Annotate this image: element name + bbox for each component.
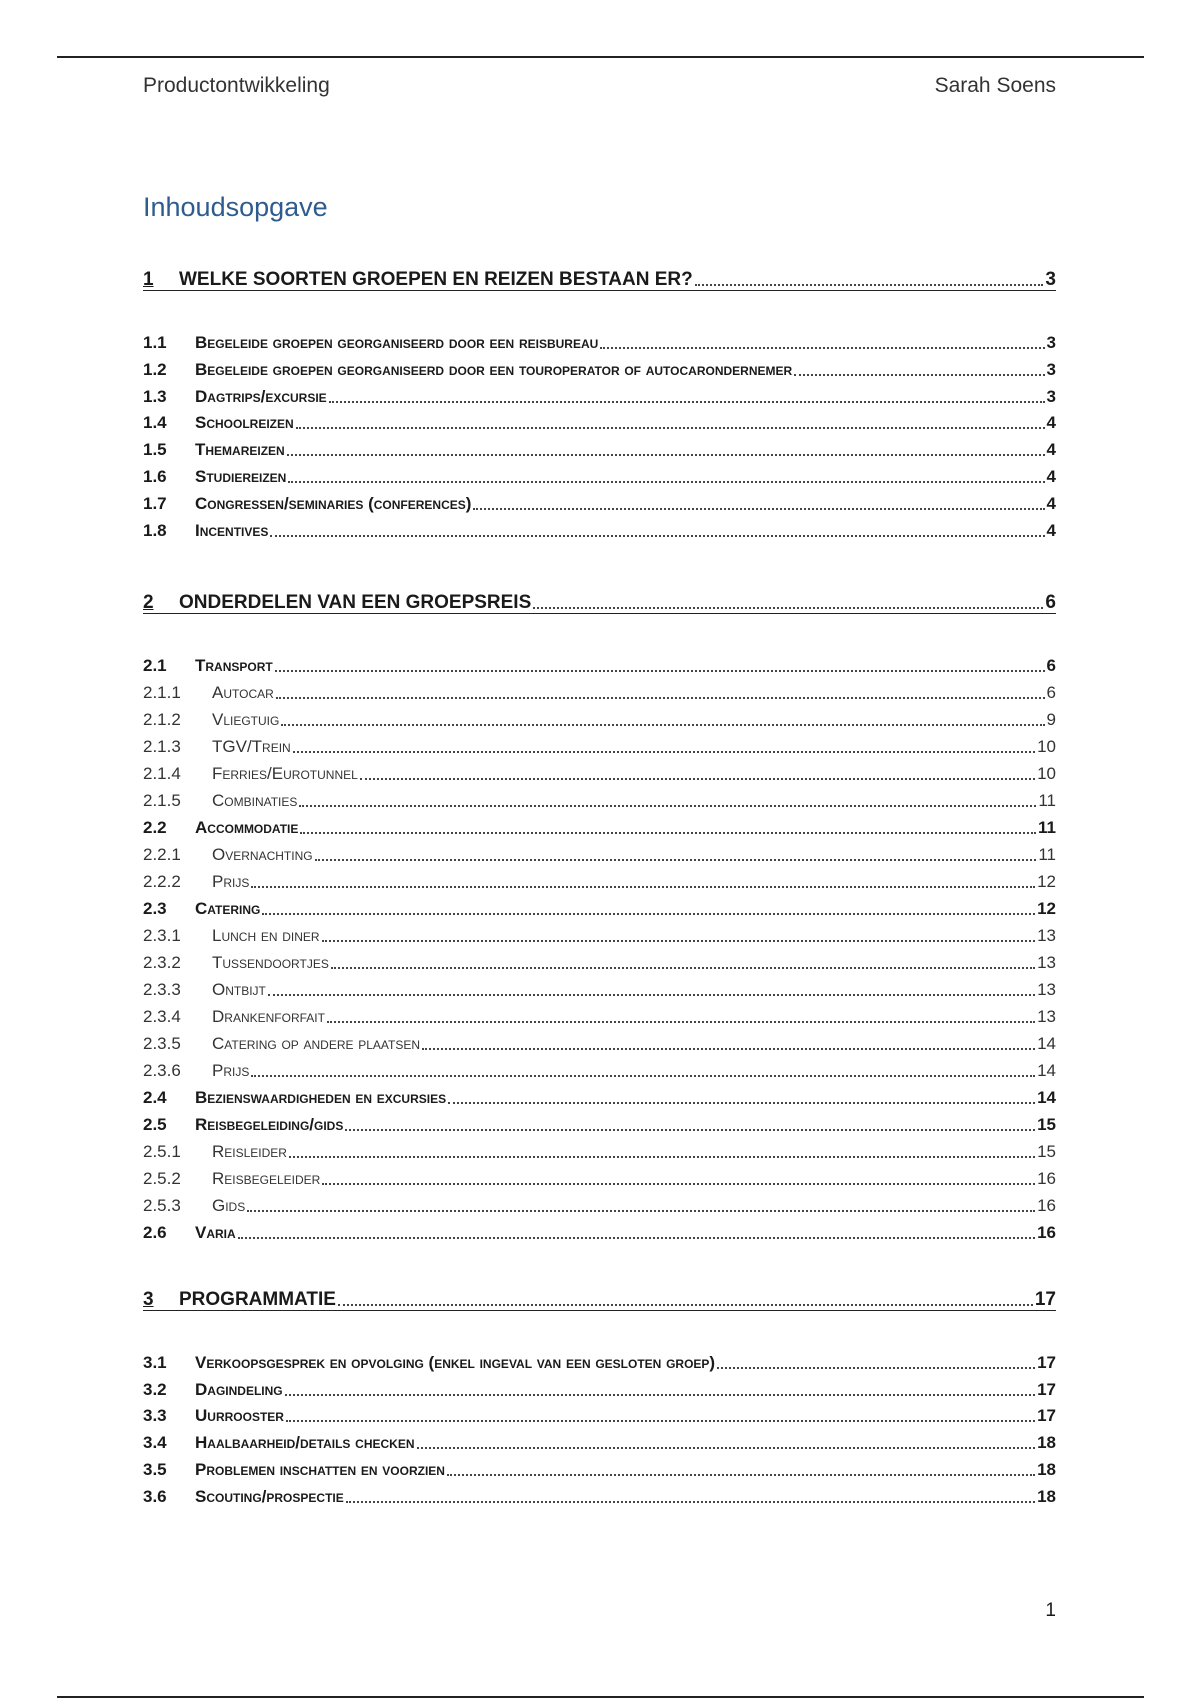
dot-leader: [338, 1304, 1033, 1306]
toc-entry-2[interactable]: [143, 589, 1056, 614]
toc-entry-page: 10: [1037, 737, 1056, 756]
dot-leader: [289, 1156, 1035, 1158]
toc-entry-title: Ontbijt: [212, 980, 266, 999]
toc-entry-number: 1: [143, 269, 154, 290]
toc-entry-number: 2.3.5: [143, 1034, 181, 1053]
dot-leader: [322, 1183, 1035, 1185]
toc-entry-number: 2.2.1: [143, 845, 181, 864]
toc-entry-number: 2.1: [143, 656, 167, 675]
dot-leader: [794, 374, 1044, 376]
dot-leader: [300, 832, 1036, 834]
toc-entry-page: 13: [1037, 1007, 1056, 1026]
dot-leader: [287, 454, 1045, 456]
toc-entry-number: 1.5: [143, 440, 167, 459]
toc-entry-title: Varia: [195, 1223, 236, 1242]
toc-entry-title: Prijs: [212, 872, 250, 891]
toc-entry-page: 16: [1037, 1169, 1056, 1188]
toc-entry-3-1[interactable]: [143, 1349, 1056, 1373]
toc-entry-number: 3.2: [143, 1380, 167, 1399]
dot-leader: [329, 401, 1045, 403]
toc-entry-page: 18: [1037, 1487, 1056, 1506]
toc-entry-1-7[interactable]: [143, 490, 1056, 514]
toc-entry-number: 1.4: [143, 413, 167, 432]
header-author: Sarah Soens: [934, 74, 1056, 97]
toc-entry-number: 2.5: [143, 1115, 167, 1134]
toc-entry-page: 10: [1037, 764, 1056, 783]
toc-entry-title: Uurrooster: [195, 1406, 284, 1425]
toc-entry-title: Overnachting: [212, 845, 313, 864]
header-title: Productontwikkeling: [143, 74, 330, 97]
toc-entry-page: 3: [1045, 269, 1056, 290]
toc-entry-number: 3.4: [143, 1433, 167, 1452]
toc-entry-1-3[interactable]: [143, 383, 1056, 407]
toc-entry-2-3-5[interactable]: [143, 1030, 1056, 1054]
toc-entry-title: Problemen inschatten en voorzien: [195, 1460, 445, 1479]
toc-entry-number: 1.1: [143, 333, 167, 352]
toc-entry-number: 2.6: [143, 1223, 167, 1242]
toc-entry-page: 6: [1046, 683, 1056, 702]
dot-leader: [247, 1210, 1035, 1212]
toc-entry-title: Verkoopsgesprek en opvolging (enkel ingeval van een gesloten groep): [195, 1353, 716, 1372]
toc-entry-title: Reisbegeleiding/gids: [195, 1115, 344, 1134]
toc-entry-title: WELKE SOORTEN GROEPEN EN REIZEN BESTAAN ER?: [179, 269, 693, 290]
toc-entry-page: 4: [1046, 440, 1056, 459]
toc-entry-3-3[interactable]: [143, 1402, 1056, 1426]
dot-leader: [417, 1447, 1036, 1449]
toc-entry-title: ONDERDELEN VAN EEN GROEPSREIS: [179, 592, 532, 613]
toc-entry-page: 3: [1046, 333, 1056, 352]
toc-entry-number: 3.1: [143, 1353, 167, 1372]
toc-entry-2-6[interactable]: [143, 1219, 1056, 1243]
toc-entry-2-2[interactable]: [143, 814, 1056, 838]
header-rule: [57, 56, 1144, 58]
toc-entry-number: 2.3.3: [143, 980, 181, 999]
toc-entry-2-1-3[interactable]: [143, 733, 1056, 757]
toc-entry-title: Schoolreizen: [195, 413, 294, 432]
toc-entry-page: 12: [1037, 899, 1056, 918]
toc-entry-2-1[interactable]: [143, 652, 1056, 676]
toc-entry-page: 17: [1037, 1406, 1056, 1425]
toc-entry-number: 1.7: [143, 494, 167, 513]
toc-entry-3-4[interactable]: [143, 1429, 1056, 1453]
toc-entry-page: 13: [1037, 953, 1056, 972]
toc-entry-page: 16: [1037, 1196, 1056, 1215]
toc-entry-title: Combinaties: [212, 791, 298, 810]
toc-entry-2-2-2[interactable]: [143, 868, 1056, 892]
toc-entry-number: 1.8: [143, 521, 167, 540]
toc-entry-3-6[interactable]: [143, 1483, 1056, 1507]
toc-entry-page: 4: [1046, 467, 1056, 486]
dot-leader: [315, 859, 1037, 861]
toc-entry-number: 2.1.4: [143, 764, 181, 783]
toc-entry-number: 2.1.2: [143, 710, 181, 729]
toc-entry-title: PROGRAMMATIE: [179, 1289, 336, 1310]
toc-entry-1-2[interactable]: [143, 356, 1056, 380]
dot-leader: [533, 607, 1043, 609]
dot-leader: [281, 724, 1044, 726]
dot-leader: [275, 670, 1045, 672]
dot-leader: [288, 481, 1044, 483]
toc-entry-page: 14: [1037, 1088, 1056, 1107]
toc-entry-page: 4: [1046, 521, 1056, 540]
toc-entry-title: Vliegtuig: [212, 710, 280, 729]
toc-entry-title: Catering: [195, 899, 261, 918]
toc-entry-page: 6: [1045, 592, 1056, 613]
dot-leader: [299, 805, 1036, 807]
toc-entry-number: 2.3.4: [143, 1007, 181, 1026]
dot-leader: [473, 508, 1044, 510]
toc-entry-number: 2.2.2: [143, 872, 181, 891]
dot-leader: [285, 1394, 1035, 1396]
toc-entry-number: 2.1.3: [143, 737, 181, 756]
toc-entry-number: 1.2: [143, 360, 167, 379]
toc-entry-title: Autocar: [212, 683, 274, 702]
toc-entry-page: 11: [1038, 791, 1056, 810]
toc-entry-page: 6: [1046, 656, 1056, 675]
toc-entry-number: 3.5: [143, 1460, 167, 1479]
toc-entry-page: 11: [1038, 845, 1056, 864]
toc-entry-number: 3.3: [143, 1406, 167, 1425]
dot-leader: [345, 1129, 1035, 1131]
dot-leader: [327, 1021, 1035, 1023]
toc-entry-title: Incentives: [195, 521, 269, 540]
toc-entry-number: 2.5.1: [143, 1142, 181, 1161]
toc-entry-2-3-1[interactable]: [143, 922, 1056, 946]
toc-entry-number: 2.1.5: [143, 791, 181, 810]
dot-leader: [268, 994, 1035, 996]
dot-leader: [422, 1048, 1035, 1050]
dot-leader: [286, 1420, 1035, 1422]
toc-entry-number: 2: [143, 592, 154, 613]
toc-entry-page: 9: [1046, 710, 1056, 729]
toc-entry-page: 18: [1037, 1460, 1056, 1479]
toc-entry-2-1-4[interactable]: [143, 760, 1056, 784]
toc-entry-page: 17: [1037, 1380, 1056, 1399]
toc-entry-title: Dagindeling: [195, 1380, 283, 1399]
toc-entry-number: 2.1.1: [143, 683, 181, 702]
toc-entry-title: Catering op andere plaatsen: [212, 1034, 421, 1053]
toc-entry-page: 17: [1037, 1353, 1056, 1372]
toc-entry-number: 2.3.6: [143, 1061, 181, 1080]
dot-leader: [296, 427, 1045, 429]
toc-entry-1-4[interactable]: [143, 409, 1056, 433]
toc-entry-page: 15: [1037, 1142, 1056, 1161]
toc-entry-title: Gids: [212, 1196, 246, 1215]
toc-entry-3-2[interactable]: [143, 1376, 1056, 1400]
toc-entry-2-3-2[interactable]: [143, 949, 1056, 973]
toc-entry-number: 1.6: [143, 467, 167, 486]
toc-entry-number: 1.3: [143, 387, 167, 406]
toc-entry-number: 2.3: [143, 899, 167, 918]
toc-entry-3[interactable]: [143, 1286, 1056, 1311]
toc-entry-page: 14: [1037, 1034, 1056, 1053]
dot-leader: [331, 967, 1035, 969]
toc-entry-title: Prijs: [212, 1061, 250, 1080]
toc-entry-1-1[interactable]: [143, 329, 1056, 353]
toc-entry-title: Accommodatie: [195, 818, 299, 837]
toc-entry-title: Themareizen: [195, 440, 285, 459]
toc-entry-2-2-1[interactable]: [143, 841, 1056, 865]
toc-entry-page: 3: [1046, 387, 1056, 406]
toc-entry-number: 3: [143, 1289, 154, 1310]
dot-leader: [448, 1102, 1035, 1104]
toc-entry-number: 2.5.2: [143, 1169, 181, 1188]
toc-entry-2-3-6[interactable]: [143, 1057, 1056, 1081]
toc-entry-page: 4: [1046, 413, 1056, 432]
toc-entry-3-5[interactable]: [143, 1456, 1056, 1480]
toc-entry-page: 12: [1037, 872, 1056, 891]
toc-entry-number: 2.4: [143, 1088, 167, 1107]
toc-entry-2-5[interactable]: [143, 1111, 1056, 1135]
toc-entry-number: 2.3.2: [143, 953, 181, 972]
toc-entry-2-3-3[interactable]: [143, 976, 1056, 1000]
toc-entry-page: 3: [1046, 360, 1056, 379]
toc-entry-page: 13: [1037, 926, 1056, 945]
dot-leader: [270, 535, 1044, 537]
toc-entry-1-6[interactable]: [143, 463, 1056, 487]
toc-entry-number: 2.3.1: [143, 926, 181, 945]
toc-entry-title: Transport: [195, 656, 273, 675]
toc-entry-2-4[interactable]: [143, 1084, 1056, 1108]
toc-entry-title: Lunch en diner: [212, 926, 320, 945]
toc-entry-page: 11: [1038, 818, 1056, 837]
dot-leader: [695, 284, 1044, 286]
dot-leader: [717, 1367, 1035, 1369]
toc-entry-page: 4: [1046, 494, 1056, 513]
toc-entry-number: 2.5.3: [143, 1196, 181, 1215]
toc-entry-title: Tussendoortjes: [212, 953, 329, 972]
toc-entry-title: Bezienswaardigheden en excursies: [195, 1088, 447, 1107]
toc-entry-2-5-1[interactable]: [143, 1138, 1056, 1162]
toc-entry-page: 16: [1037, 1223, 1056, 1242]
toc-entry-2-3[interactable]: [143, 895, 1056, 919]
toc-entry-title: Reisbegeleider: [212, 1169, 321, 1188]
toc-entry-1-5[interactable]: [143, 436, 1056, 460]
toc-entry-page: 17: [1034, 1289, 1056, 1310]
dot-leader: [360, 778, 1035, 780]
toc-entry-2-5-3[interactable]: [143, 1192, 1056, 1216]
toc-entry-2-1-2[interactable]: [143, 706, 1056, 730]
toc-entry-title: Ferries/Eurotunnel: [212, 764, 358, 783]
dot-leader: [346, 1501, 1035, 1503]
toc-entry-number: 3.6: [143, 1487, 167, 1506]
toc-entry-2-1-1[interactable]: [143, 679, 1056, 703]
dot-leader: [238, 1237, 1035, 1239]
dot-leader: [251, 1075, 1035, 1077]
toc-entry-title: Haalbaarheid/details checken: [195, 1433, 415, 1452]
toc-entry-page: 14: [1037, 1061, 1056, 1080]
toc-entry-2-3-4[interactable]: [143, 1003, 1056, 1027]
toc-entry-title: Begeleide groepen georganiseerd door een touroperator of autocarondernemer: [195, 360, 793, 379]
footer-rule: [57, 1696, 1144, 1698]
toc-entry-page: 15: [1037, 1115, 1056, 1134]
toc-entry-title: Drankenforfait: [212, 1007, 325, 1026]
dot-leader: [322, 940, 1036, 942]
toc-entry-title: Dagtrips/excursie: [195, 387, 327, 406]
dot-leader: [262, 913, 1035, 915]
toc-entry-page: 13: [1037, 980, 1056, 999]
toc-entry-1[interactable]: [143, 266, 1056, 291]
toc-entry-1-8[interactable]: [143, 517, 1056, 541]
toc-entry-title: Scouting/prospectie: [195, 1487, 344, 1506]
toc-entry-title: TGV/Trein: [212, 737, 291, 756]
toc-entry-title: Congressen/seminaries (conferences): [195, 494, 472, 513]
dot-leader: [293, 751, 1035, 753]
dot-leader: [447, 1474, 1035, 1476]
dot-leader: [251, 886, 1035, 888]
toc-entry-2-5-2[interactable]: [143, 1165, 1056, 1189]
toc-entry-number: 2.2: [143, 818, 167, 837]
dot-leader: [600, 347, 1044, 349]
toc-entry-title: Begeleide groepen georganiseerd door een reisbureau: [195, 333, 599, 352]
toc-heading: Inhoudsopgave: [143, 192, 328, 222]
toc-entry-page: 18: [1037, 1433, 1056, 1452]
toc-entry-title: Studiereizen: [195, 467, 287, 486]
dot-leader: [276, 697, 1045, 699]
page-number: 1: [1045, 1600, 1056, 1621]
toc-entry-2-1-5[interactable]: [143, 787, 1056, 811]
toc-entry-title: Reisleider: [212, 1142, 287, 1161]
